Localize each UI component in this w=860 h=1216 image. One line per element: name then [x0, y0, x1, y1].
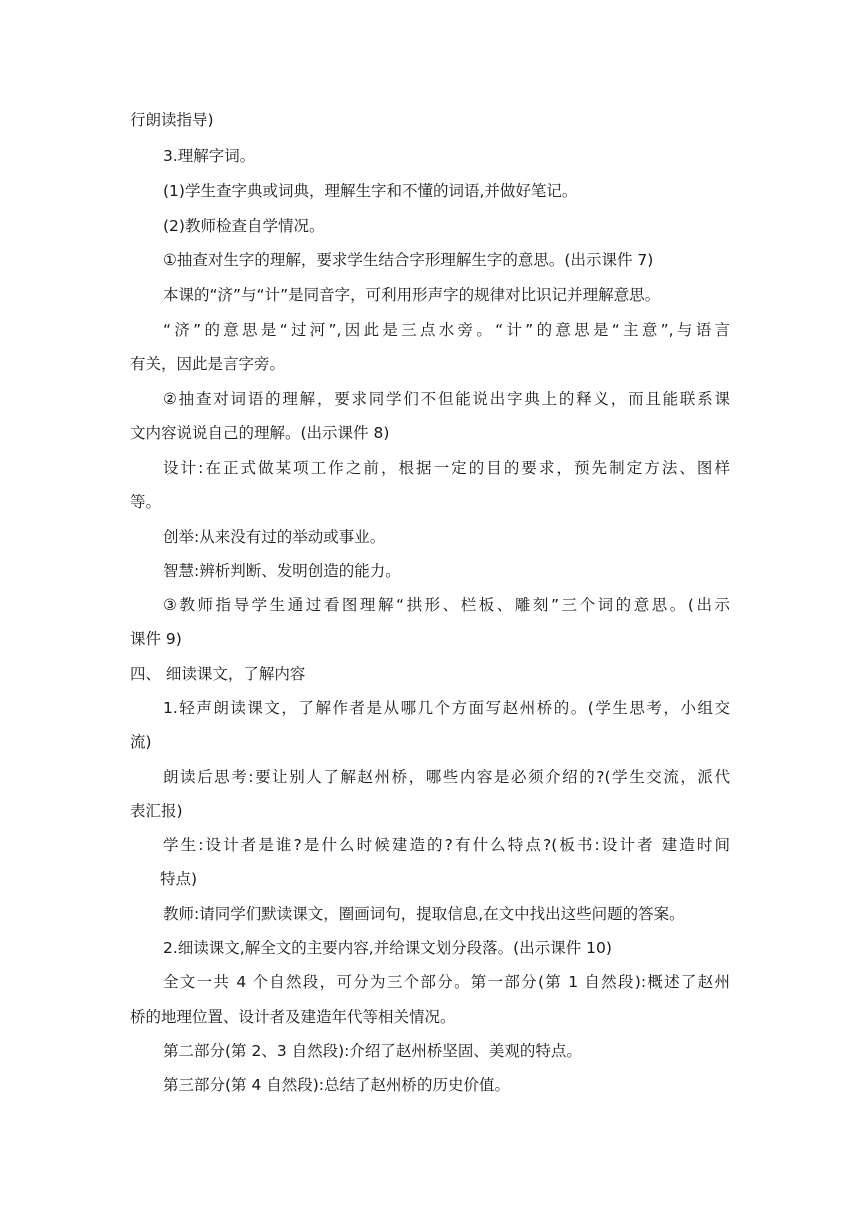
text-line: 表汇报) [130, 802, 183, 820]
text-line: (1)学生查字典或词典，理解生字和不懂的词语,并做好笔记。 [163, 182, 578, 200]
text-line: 智慧:辨析判断、发明创造的能力。 [163, 562, 401, 580]
section-heading: 四、 细读课文，了解内容 [130, 665, 306, 683]
text-line: 第三部分(第 4 自然段):总结了赵州桥的历史价值。 [163, 1076, 511, 1094]
text-line-content: 学生:设计者是谁?是什么时候建造的?有什么特点?(板书:设计者 建造时间 [163, 836, 730, 854]
text-line-content: 朗读后思考:要让别人了解赵州桥，哪些内容是必须介绍的?(学生交流，派代 [163, 768, 730, 786]
text-line: 本课的“济”与“计”是同音字，可利用形声字的规律对比识记并理解意思。 [163, 286, 661, 304]
text-line: 行朗读指导) [130, 111, 214, 129]
section-heading: 3.理解字词。 [163, 147, 256, 165]
text-line: 流) [130, 733, 152, 751]
text-line-content: 全文一共 4 个自然段，可分为三个部分。第一部分(第 1 自然段):概述了赵州 [163, 973, 730, 991]
text-line: 第二部分(第 2、3 自然段):介绍了赵州桥坚固、美观的特点。 [163, 1042, 582, 1060]
text-line: ①抽查对生字的理解，要求学生结合字形理解生字的意思。(出示课件 7) [163, 251, 654, 269]
text-line: (2)教师检查自学情况。 [163, 217, 325, 235]
text-line: 桥的地理位置、设计者及建造年代等相关情况。 [130, 1008, 456, 1026]
text-line-content: ②抽查对词语的理解，要求同学们不但能说出字典上的释义，而且能联系课 [163, 390, 730, 408]
text-line: 特点) [160, 870, 198, 888]
text-line [163, 697, 730, 719]
text-line: 等。 [130, 493, 162, 511]
text-line-content: 设计:在正式做某项工作之前，根据一定的目的要求，预先制定方法、图样 [163, 459, 730, 477]
text-line [163, 594, 730, 616]
text-line: 2.细读课文,解全文的主要内容,并给课文划分段落。(出示课件 10) [163, 939, 612, 957]
text-line-content: 1.轻声朗读课文，了解作者是从哪几个方面写赵州桥的。(学生思考，小组交 [163, 699, 730, 717]
text-line [163, 834, 730, 856]
text-line: 文内容说说自己的理解。(出示课件 8) [130, 424, 390, 442]
text-line-content: “济”的意思是“过河”,因此是三点水旁。“计”的意思是“主意”,与语言 [163, 321, 730, 339]
text-line: 有关，因此是言字旁。 [130, 355, 286, 373]
text-line: 课件 9) [130, 630, 182, 648]
text-line [163, 766, 730, 788]
text-line [163, 457, 730, 479]
text-line [163, 319, 730, 341]
text-line: 教师:请同学们默读课文，圈画词句，提取信息,在文中找出这些问题的答案。 [163, 905, 685, 923]
text-line: 创举:从来没有过的举动或事业。 [163, 528, 386, 546]
text-line [163, 971, 730, 993]
text-line [163, 388, 730, 410]
text-line-content: ③教师指导学生通过看图理解“拱形、栏板、雕刻”三个词的意思。(出示 [163, 596, 730, 614]
